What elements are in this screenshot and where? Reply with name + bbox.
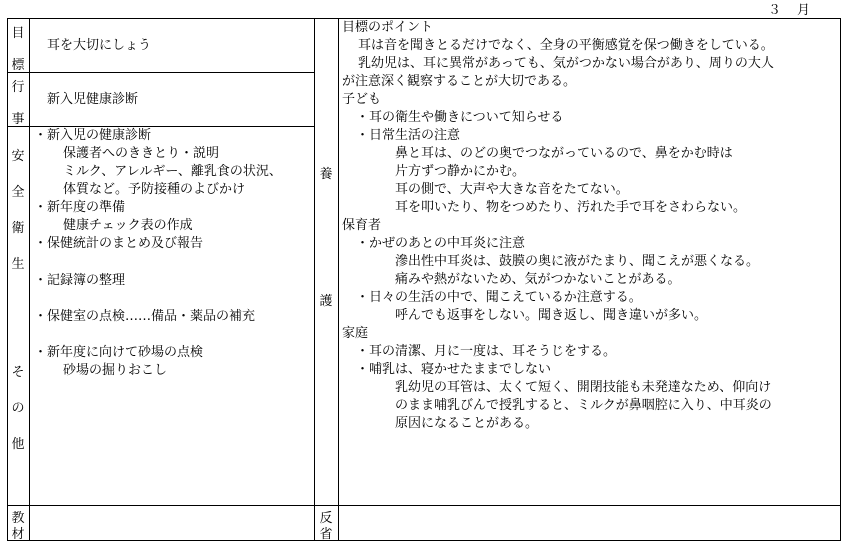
safety-line: ・記録簿の整理	[34, 273, 126, 288]
care-line: 乳幼児の耳管は、太くて短く、開閉技能も未発達なため、仰向け	[395, 380, 772, 395]
safety-label-2: 全	[11, 185, 25, 200]
care-line: 目標のポイント	[342, 20, 434, 35]
event-label-2: 事	[11, 112, 25, 127]
care-line: ・哺乳は、寝かせたままでしない	[356, 362, 552, 377]
care-line: ・日常生活の注意	[356, 128, 461, 143]
safety-line: ミルク、アレルギー、離乳食の状況、	[63, 164, 282, 179]
materials-row-divider	[7, 505, 841, 506]
care-label-1: 養	[319, 167, 333, 182]
goal-label-2: 標	[11, 58, 25, 73]
center-divider	[314, 18, 315, 541]
care-line: 原因になることがある。	[395, 416, 539, 431]
care-line: 耳を叩いたり、物をつめたり、汚れた手で耳をさわらない。	[395, 200, 747, 215]
event-label-1: 行	[11, 80, 25, 95]
safety-label-5: そ	[11, 365, 25, 380]
care-line: ・日々の生活の中で、聞こえているか注意する。	[356, 290, 642, 305]
safety-line: ・新年度の準備	[34, 200, 126, 215]
care-line: ・耳の清潔、月に一度は、耳そうじをする。	[356, 344, 617, 359]
safety-line: ・新年度に向けて砂場の点検	[34, 345, 204, 360]
care-line: ・耳の衛生や働きについて知らせる	[356, 110, 564, 125]
safety-label-1: 安	[11, 149, 25, 164]
care-line: のまま哺乳びんで授乳すると、ミルクが鼻咽腔に入り、中耳炎の	[395, 398, 772, 413]
safety-label-6: の	[11, 401, 25, 416]
safety-line: 健康チェック表の作成	[63, 218, 193, 233]
care-line: 耳の側で、大声や大きな音をたてない。	[395, 182, 629, 197]
month-label: 月	[797, 3, 811, 18]
safety-line: 保護者へのききとり・説明	[63, 146, 220, 161]
care-line: 家庭	[342, 326, 369, 341]
month-number: ３	[768, 3, 782, 18]
safety-line: ・新入児の健康診断	[34, 128, 152, 143]
goal-row-divider	[7, 72, 315, 73]
right-label-divider	[338, 18, 339, 541]
materials-label-1: 教	[11, 511, 25, 526]
table-bottom-border	[7, 540, 841, 541]
care-line: 保育者	[342, 218, 382, 233]
care-line: 鼻と耳は、のどの奥でつながっているので、鼻をかむ時は	[395, 146, 733, 161]
safety-line: ・保健室の点検……備品・薬品の補充	[34, 309, 256, 324]
care-label-2: 護	[319, 294, 333, 309]
safety-line: 体質など。予防接種のよびかけ	[63, 182, 246, 197]
table-right-border	[840, 18, 841, 541]
care-line: 滲出性中耳炎は、鼓膜の奥に液がたまり、聞こえが悪くなる。	[395, 254, 760, 269]
safety-line: 砂場の掘りおこし	[63, 363, 168, 378]
care-line: 子ども	[342, 92, 382, 107]
care-line: 乳幼児は、耳に異常があっても、気がつかない場合があり、周りの大人	[358, 56, 774, 71]
care-line: が注意深く観察することが大切である。	[342, 74, 577, 89]
table-left-border	[7, 18, 8, 541]
event-text: 新入児健康診断	[47, 92, 139, 107]
care-line: ・かぜのあとの中耳炎に注意	[356, 236, 526, 251]
materials-label-2: 材	[11, 527, 25, 542]
safety-label-3: 衛	[11, 221, 25, 236]
reflection-label-2: 省	[319, 527, 333, 542]
goal-text: 耳を大切にしょう	[47, 38, 152, 53]
safety-line: ・保健統計のまとめ及び報告	[34, 236, 204, 251]
reflection-label-1: 反	[319, 511, 333, 526]
care-line: 呼んでも返事をしない。聞き返し、聞き違いが多い。	[395, 308, 708, 323]
goal-label-1: 目	[11, 26, 25, 41]
care-line: 痛みや熱がないため、気がつかないことがある。	[395, 272, 681, 287]
safety-label-7: 他	[11, 437, 25, 452]
care-line: 耳は音を聞きとるだけでなく、全身の平衡感覚を保つ働きをしている。	[358, 38, 774, 53]
left-label-divider	[29, 18, 30, 541]
care-line: 片方ずつ静かにかむ。	[395, 164, 526, 179]
safety-label-4: 生	[11, 257, 25, 272]
